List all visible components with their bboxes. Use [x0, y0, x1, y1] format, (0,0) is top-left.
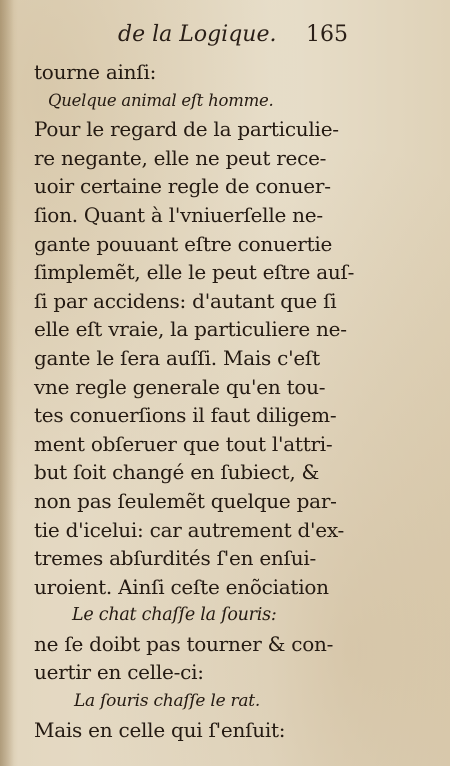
running-title: de la Logique. — [118, 22, 277, 47]
text-line: uroient. Ainſi ceſte enõciation — [34, 574, 329, 599]
text-line: tourne ainſi: — [34, 60, 157, 84]
text-line: ne ſe doibt pas tourner & con- — [34, 631, 334, 656]
text-line: tremes abſurdités ſ'en enſui- — [34, 546, 316, 571]
text-line: ſi par accidens: d'autant que ſi — [34, 288, 337, 313]
text-line: non pas ſeulemẽt quelque par- — [34, 488, 337, 513]
text-line: ment obſeruer que tout l'attri- — [34, 431, 333, 456]
text-line: gante pouuant eſtre conuertie — [34, 231, 333, 256]
example-line: Quelque animal eſt homme. — [48, 90, 274, 110]
body-text — [34, 58, 364, 744]
page-number: 165 — [306, 22, 348, 47]
text-line: uertir en celle-ci: — [34, 660, 204, 685]
text-line: Pour le regard de la particulie- — [34, 117, 339, 142]
page-header — [118, 22, 348, 47]
text-line: ſimplemẽt, elle le peut eſtre auſ- — [34, 260, 355, 285]
text-line: elle eſt vraie, la particuliere ne- — [34, 317, 347, 342]
example-line: Le chat chaſſe la ſouris: — [72, 605, 277, 626]
text-line: tes conuerſions il faut diligem- — [34, 403, 337, 428]
text-line: vne regle generale qu'en tou- — [34, 374, 326, 399]
text-line: tie d'icelui: car autrement d'ex- — [34, 517, 345, 542]
text-line: re negante, elle ne peut rece- — [34, 145, 327, 170]
gutter-shadow — [0, 0, 14, 766]
text-line: gante le ſera auſſi. Mais c'eſt — [34, 345, 320, 370]
example-line: La ſouris chaſſe le rat. — [74, 691, 261, 712]
text-line: uoir certaine regle de conuer- — [34, 174, 331, 199]
text-line: ſion. Quant à l'vniuerſelle ne- — [34, 202, 323, 227]
text-line: Mais en celle qui ſ'enſuit: — [34, 717, 286, 742]
text-line: but ſoit changé en ſubiect, & — [34, 460, 320, 485]
